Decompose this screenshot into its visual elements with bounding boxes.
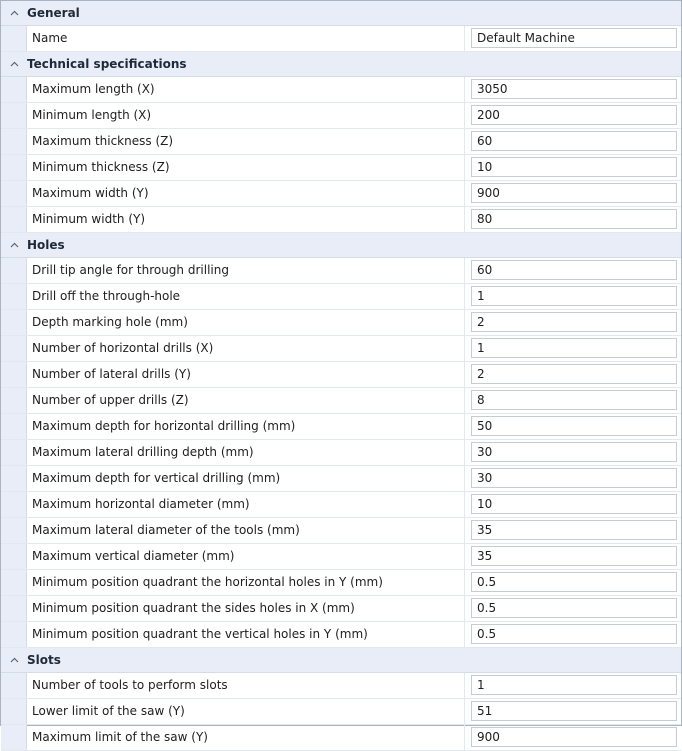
property-row (1, 336, 681, 362)
row-indent (1, 570, 26, 595)
row-indent (1, 440, 26, 465)
property-value-cell (465, 699, 681, 724)
property-row (1, 492, 681, 518)
row-indent (1, 129, 26, 154)
property-label: Minimum position quadrant the vertical holes in Y (mm) (26, 622, 465, 647)
property-value-cell (465, 129, 681, 154)
row-indent (1, 310, 26, 335)
property-value-cell (465, 466, 681, 491)
row-indent (1, 518, 26, 543)
property-label: Maximum depth for vertical drilling (mm) (26, 466, 465, 491)
property-value-cell (465, 207, 681, 232)
property-value-cell (465, 155, 681, 180)
property-value-cell (465, 622, 681, 647)
property-label: Minimum thickness (Z) (26, 155, 465, 180)
property-value-input[interactable] (471, 105, 677, 125)
property-row (1, 310, 681, 336)
property-value-input[interactable] (471, 598, 677, 618)
property-value-cell (465, 725, 681, 750)
property-value-input[interactable] (471, 546, 677, 566)
property-value-input[interactable] (471, 338, 677, 358)
property-row (1, 673, 681, 699)
chevron-up-icon[interactable] (1, 52, 27, 76)
property-label: Number of upper drills (Z) (26, 388, 465, 413)
category-header-general[interactable] (1, 1, 681, 26)
property-value-input[interactable] (471, 364, 677, 384)
property-label: Drill off the through-hole (26, 284, 465, 309)
property-value-cell (465, 440, 681, 465)
property-row (1, 388, 681, 414)
property-row (1, 725, 681, 751)
property-label: Minimum position quadrant the horizontal holes in Y (mm) (26, 570, 465, 595)
property-row (1, 284, 681, 310)
row-indent (1, 622, 26, 647)
row-indent (1, 336, 26, 361)
property-value-cell (465, 492, 681, 517)
property-value-input[interactable] (471, 494, 677, 514)
property-label: Minimum position quadrant the sides holes in X (mm) (26, 596, 465, 621)
row-indent (1, 544, 26, 569)
property-value-input[interactable] (471, 28, 677, 48)
property-value-cell (465, 181, 681, 206)
category-header-holes[interactable] (1, 233, 681, 258)
property-label: Maximum horizontal diameter (mm) (26, 492, 465, 517)
property-value-input[interactable] (471, 79, 677, 99)
row-indent (1, 725, 26, 750)
category-title: Holes (27, 238, 65, 252)
property-label: Number of lateral drills (Y) (26, 362, 465, 387)
property-row (1, 181, 681, 207)
property-label: Maximum vertical diameter (mm) (26, 544, 465, 569)
property-value-input[interactable] (471, 468, 677, 488)
property-value-cell (465, 544, 681, 569)
property-value-input[interactable] (471, 727, 677, 747)
row-indent (1, 388, 26, 413)
row-indent (1, 181, 26, 206)
property-row (1, 440, 681, 466)
property-label: Maximum width (Y) (26, 181, 465, 206)
property-row (1, 596, 681, 622)
property-row (1, 77, 681, 103)
property-value-input[interactable] (471, 260, 677, 280)
property-value-input[interactable] (471, 572, 677, 592)
property-value-input[interactable] (471, 416, 677, 436)
chevron-up-icon[interactable] (1, 648, 27, 672)
property-value-cell (465, 388, 681, 413)
row-indent (1, 26, 26, 51)
row-indent (1, 103, 26, 128)
property-row (1, 414, 681, 440)
property-value-input[interactable] (471, 390, 677, 410)
property-row (1, 518, 681, 544)
property-value-cell (465, 310, 681, 335)
property-label: Number of tools to perform slots (26, 673, 465, 698)
category-header-slots[interactable] (1, 648, 681, 673)
property-value-cell (465, 77, 681, 102)
property-label: Maximum lateral diameter of the tools (mm) (26, 518, 465, 543)
property-value-input[interactable] (471, 312, 677, 332)
category-title: General (27, 6, 80, 20)
property-value-input[interactable] (471, 520, 677, 540)
property-value-input[interactable] (471, 675, 677, 695)
category-title: Technical specifications (27, 57, 187, 71)
property-value-input[interactable] (471, 624, 677, 644)
row-indent (1, 596, 26, 621)
row-indent (1, 207, 26, 232)
category-title: Slots (27, 653, 61, 667)
property-label: Maximum limit of the saw (Y) (26, 725, 465, 750)
property-value-input[interactable] (471, 131, 677, 151)
chevron-up-icon[interactable] (1, 233, 27, 257)
property-row (1, 699, 681, 725)
property-value-cell (465, 284, 681, 309)
property-row (1, 258, 681, 284)
row-indent (1, 258, 26, 283)
property-value-cell (465, 26, 681, 51)
property-value-input[interactable] (471, 286, 677, 306)
property-value-input[interactable] (471, 442, 677, 462)
property-row (1, 622, 681, 648)
property-row (1, 466, 681, 492)
property-row (1, 544, 681, 570)
property-label: Name (26, 26, 465, 51)
row-indent (1, 699, 26, 724)
property-label: Lower limit of the saw (Y) (26, 699, 465, 724)
row-indent (1, 492, 26, 517)
property-row (1, 155, 681, 181)
property-row (1, 103, 681, 129)
property-label: Drill tip angle for through drilling (26, 258, 465, 283)
property-value-cell (465, 570, 681, 595)
property-label: Number of horizontal drills (X) (26, 336, 465, 361)
property-value-input[interactable] (471, 701, 677, 721)
property-value-cell (465, 518, 681, 543)
property-label: Maximum length (X) (26, 77, 465, 102)
row-indent (1, 414, 26, 439)
row-indent (1, 673, 26, 698)
property-value-input[interactable] (471, 209, 677, 229)
property-value-cell (465, 336, 681, 361)
row-indent (1, 466, 26, 491)
property-value-cell (465, 103, 681, 128)
row-indent (1, 77, 26, 102)
property-value-input[interactable] (471, 183, 677, 203)
property-value-cell (465, 414, 681, 439)
property-row (1, 570, 681, 596)
property-label: Minimum length (X) (26, 103, 465, 128)
property-value-cell (465, 596, 681, 621)
property-value-cell (465, 673, 681, 698)
property-label: Maximum lateral drilling depth (mm) (26, 440, 465, 465)
property-value-input[interactable] (471, 157, 677, 177)
property-row (1, 129, 681, 155)
row-indent (1, 362, 26, 387)
property-label: Maximum depth for horizontal drilling (mm) (26, 414, 465, 439)
property-row (1, 362, 681, 388)
property-label: Minimum width (Y) (26, 207, 465, 232)
property-row (1, 26, 681, 52)
chevron-up-icon[interactable] (1, 1, 27, 25)
row-indent (1, 284, 26, 309)
property-value-cell (465, 258, 681, 283)
row-indent (1, 155, 26, 180)
property-label: Depth marking hole (mm) (26, 310, 465, 335)
category-header-technical[interactable] (1, 52, 681, 77)
property-value-cell (465, 362, 681, 387)
property-row (1, 207, 681, 233)
property-label: Maximum thickness (Z) (26, 129, 465, 154)
